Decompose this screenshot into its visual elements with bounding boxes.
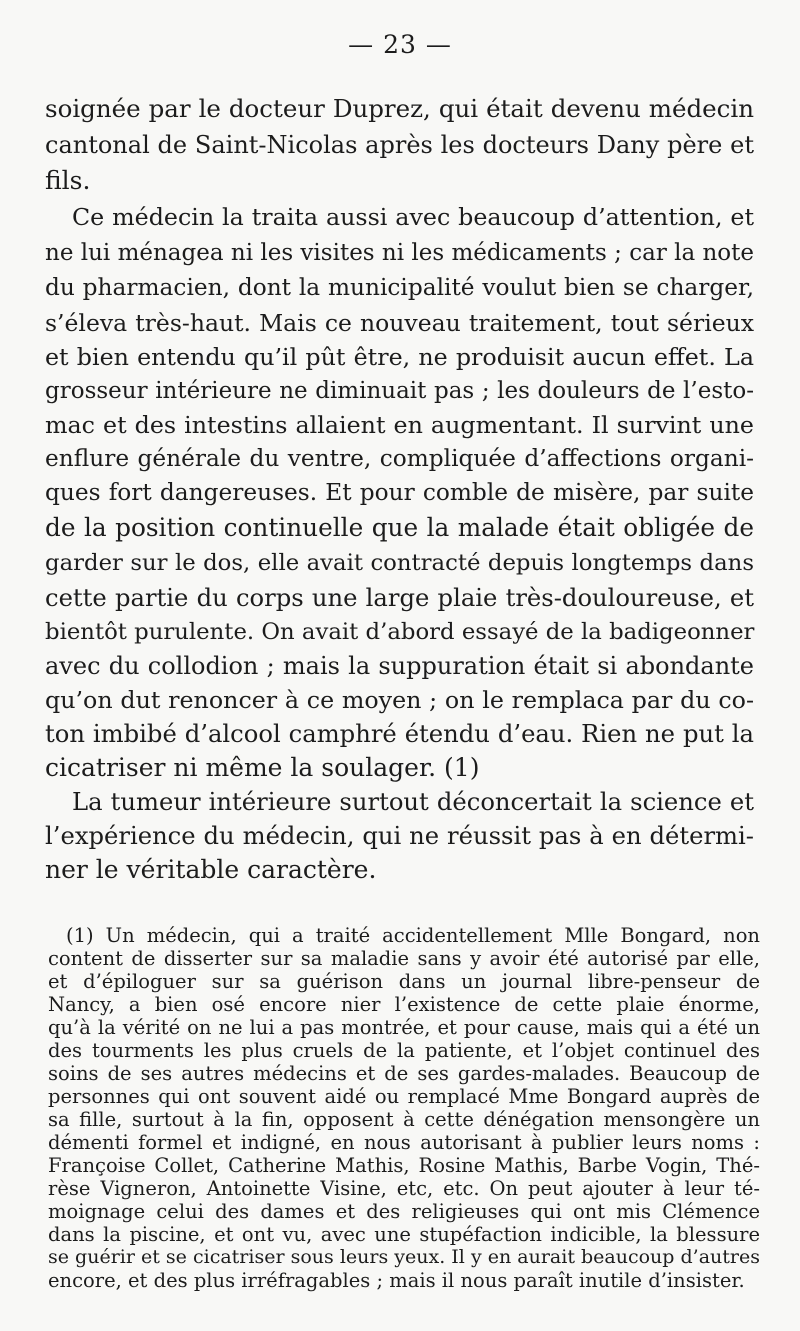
footnote-line: (1) Un médecin, qui a traité accidentellement Mlle Bongard, non <box>66 924 760 947</box>
footnote-line: se guérir et se cicatriser sous leurs yeux. Il y en aurait beaucoup d’autres <box>48 1246 760 1268</box>
footnote-line: des tourments les plus cruels de la patiente, et l’objet continuel des <box>48 1039 760 1062</box>
body-line: cicatriser ni même la soulager. (1) <box>45 753 480 782</box>
body-line: Ce médecin la traita aussi avec beaucoup d’attention, et <box>72 203 754 231</box>
body-line: grosseur intérieure ne diminuait pas ; les douleurs de l’esto- <box>45 378 754 404</box>
footnote-line: Nancy, a bien osé encore nier l’existence de cette plaie énorme, <box>48 993 760 1016</box>
body-line: ques fort dangereuses. Et pour comble de misère, par suite <box>45 479 754 506</box>
body-line: du pharmacien, dont la municipalité voulut bien se charger, <box>45 274 754 301</box>
body-line: et bien entendu qu’il pût être, ne produisit aucun effet. La <box>45 343 754 371</box>
page-number: — 23 — <box>348 30 452 59</box>
body-line: ne lui ménagea ni les visites ni les médicaments ; car la note <box>45 240 755 266</box>
footnote-line: rèse Vigneron, Antoinette Visine, etc, etc. On peut ajouter à leur té- <box>48 1177 760 1200</box>
footnote-line: sa fille, surtout à la fin, opposent à cette dénégation mensongère un <box>48 1108 760 1131</box>
footnote-line: content de disserter sur sa maladie sans y avoir été autorisé par elle, <box>48 947 760 970</box>
footnote-line: dans la piscine, et ont vu, avec une stupéfaction indicible, la blessure <box>48 1223 760 1246</box>
body-line: cette partie du corps une large plaie très-douloureuse, et <box>45 583 754 612</box>
footnote-line: soins de ses autres médecins et de ses gardes-malades. Beaucoup de <box>48 1062 760 1085</box>
footnote-line: démenti formel et indigné, en nous autorisant à publier leurs noms : <box>48 1131 760 1154</box>
body-line: La tumeur intérieure surtout déconcertait la science et <box>72 787 754 816</box>
body-line: soignée par le docteur Duprez, qui était devenu médecin <box>45 94 754 123</box>
footnote-line: personnes qui ont souvent aidé ou remplacé Mme Bongard auprès de <box>48 1085 760 1108</box>
body-line: garder sur le dos, elle avait contracté depuis longtemps dans <box>45 550 754 576</box>
body-line: fils. <box>45 166 91 195</box>
body-line: qu’on dut renoncer à ce moyen ; on le remplaca par du co- <box>45 686 754 714</box>
footnote-line: Françoise Collet, Catherine Mathis, Rosine Mathis, Barbe Vogin, Thé- <box>48 1154 760 1177</box>
body-line: bientôt purulente. On avait d’abord essayé de la badigeonner <box>45 619 755 645</box>
body-line: s’éleva très-haut. Mais ce nouveau traitement, tout sérieux <box>45 309 754 337</box>
footnote-line: encore, et des plus irréfragables ; mais il nous paraît inutile d’insister. <box>48 1269 745 1292</box>
footnote-line: moignage celui des dames et des religieuses qui ont mis Clémence <box>48 1200 760 1223</box>
footnote-line: et d’épiloguer sur sa guérison dans un journal libre-penseur de <box>48 970 760 993</box>
body-line: ton imbibé d’alcool camphré étendu d’eau. Rien ne put la <box>45 719 754 748</box>
body-line: avec du collodion ; mais la suppuration était si abondante <box>45 652 754 680</box>
body-line: ner le véritable caractère. <box>45 855 377 884</box>
body-line: cantonal de Saint-Nicolas après les docteurs Dany père et <box>45 131 754 159</box>
body-line: de la position continuelle que la malade était obligée de <box>45 513 754 542</box>
body-line: enflure générale du ventre, compliquée d’affections organi- <box>45 445 754 472</box>
body-line: l’expérience du médecin, qui ne réussit pas à en détermi- <box>45 821 754 850</box>
footnote-line: qu’à la vérité on ne lui a pas montrée, et pour cause, mais qui a été un <box>48 1016 760 1039</box>
body-line: mac et des intestins allaient en augmentant. Il survint une <box>45 411 754 439</box>
